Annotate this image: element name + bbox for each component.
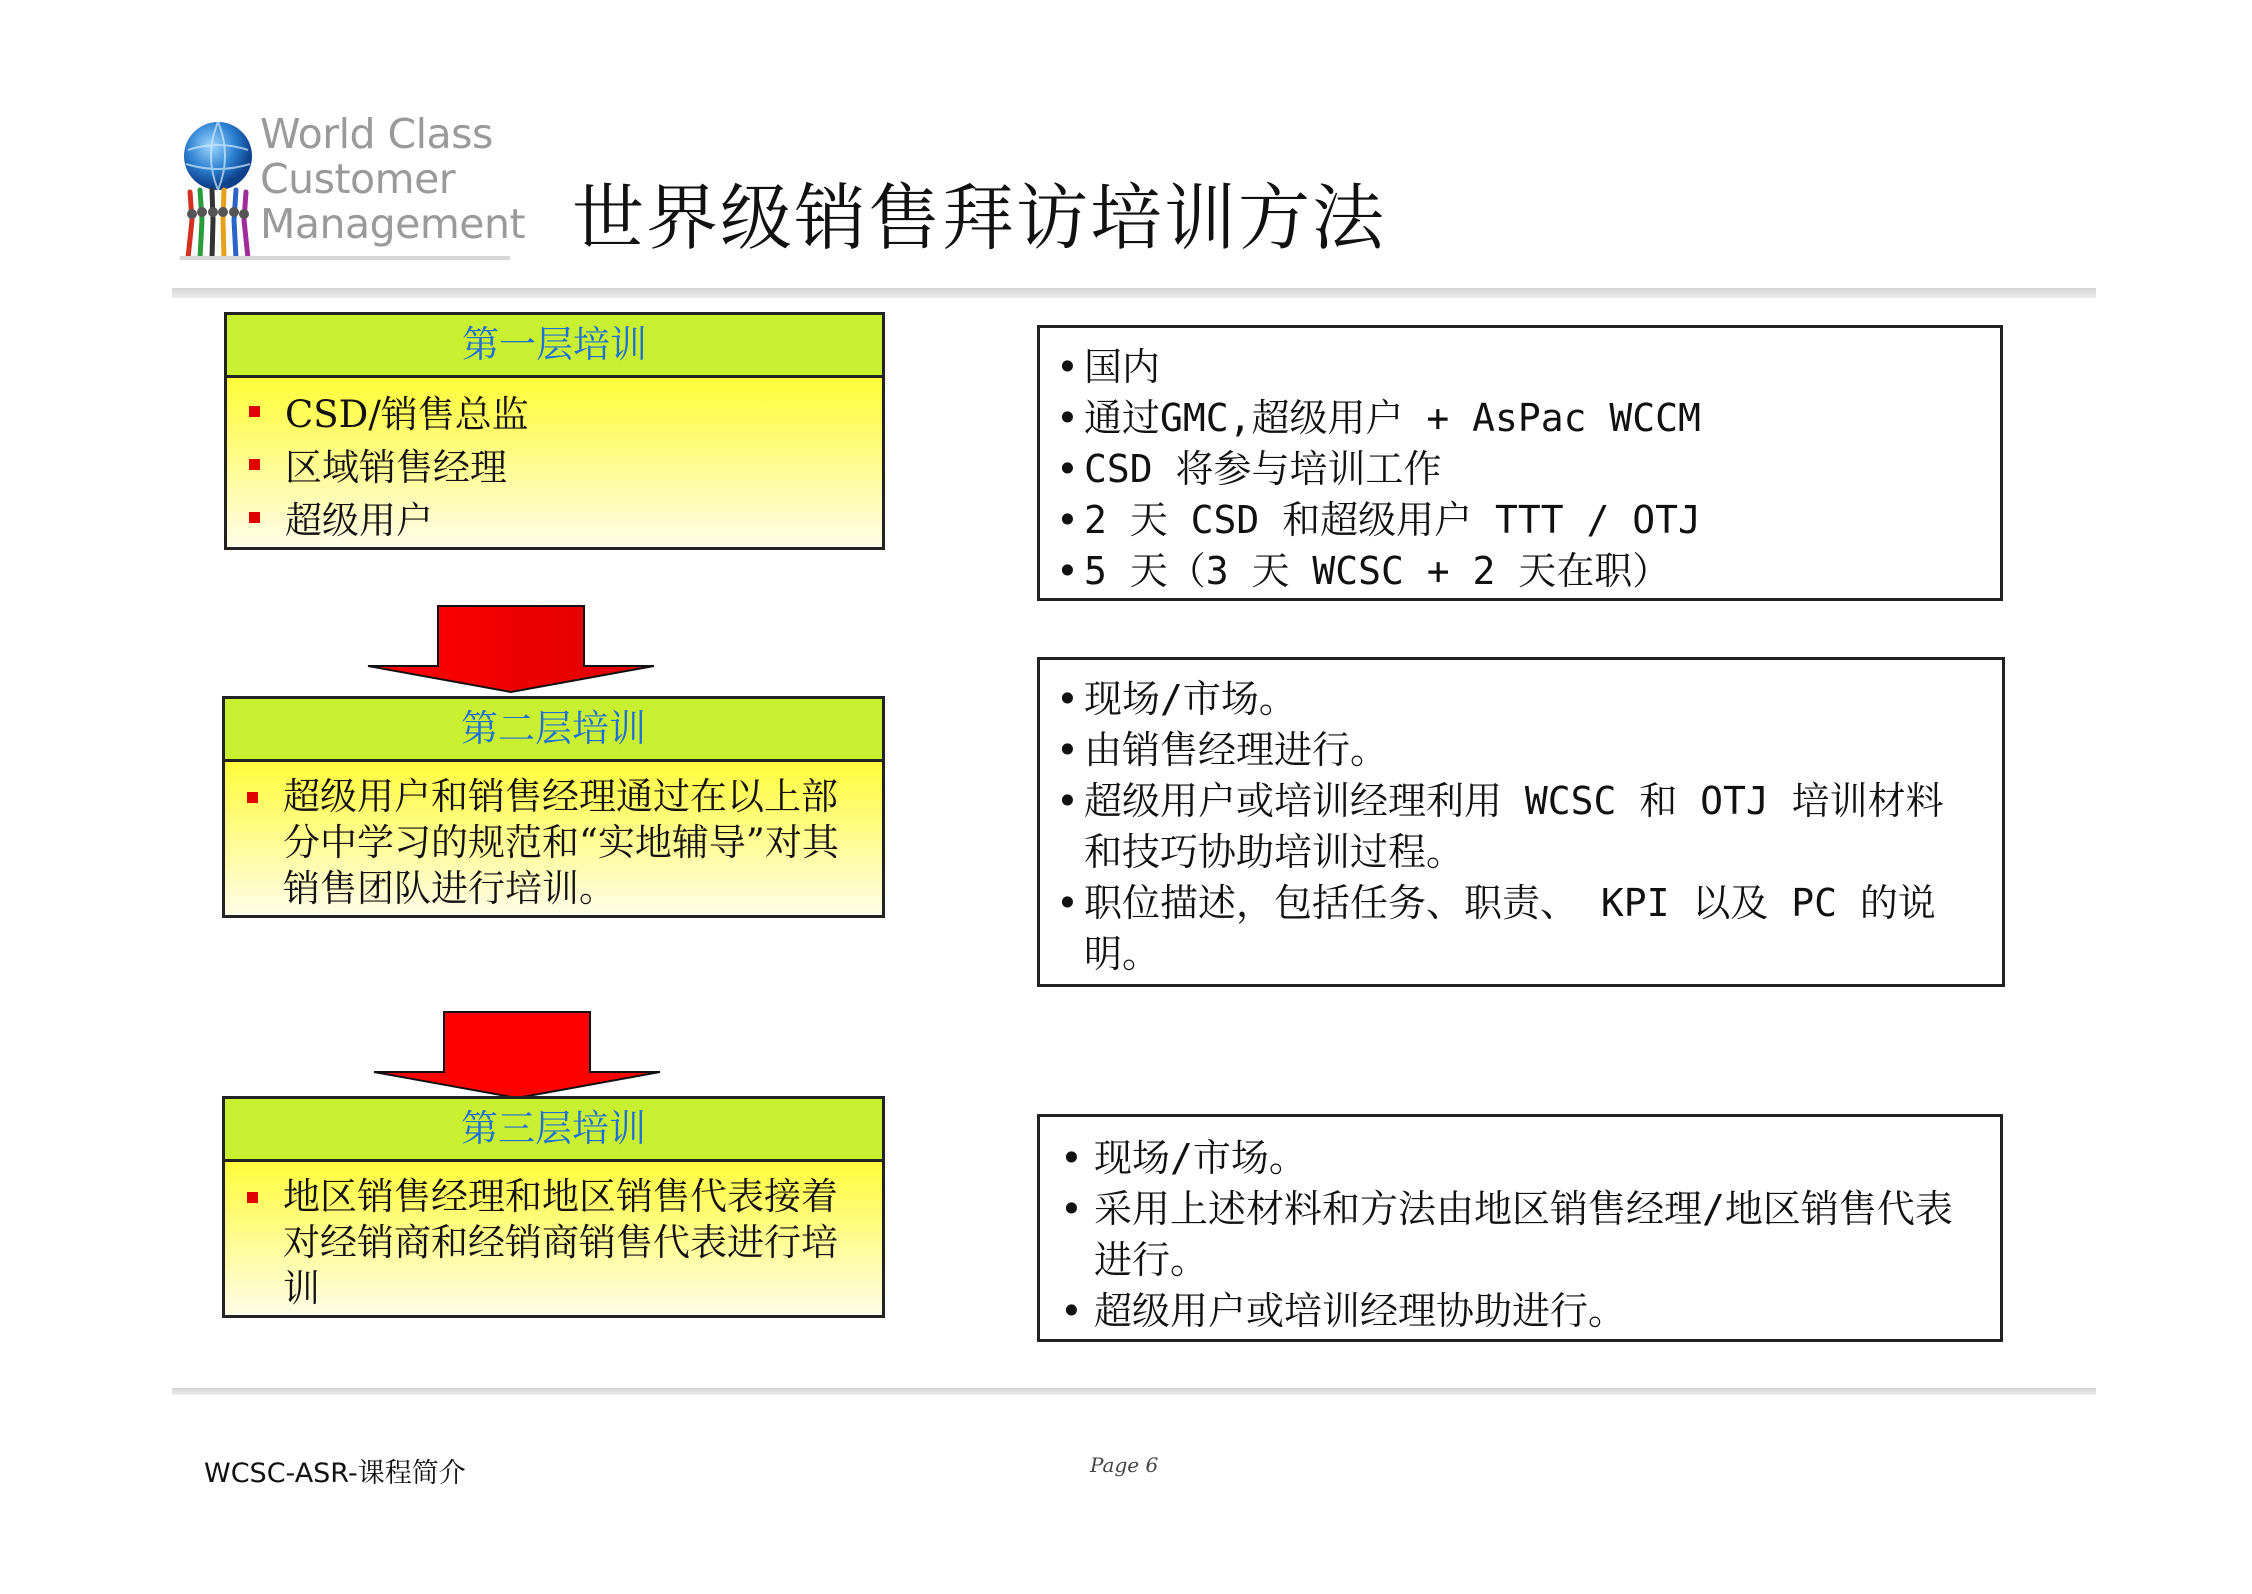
globe-people-icon xyxy=(180,120,256,260)
info-2-item: • 职位描述，包括任务、职责、 KPI 以及 PC 的说明。 xyxy=(1052,878,1978,980)
down-arrow-icon xyxy=(372,1010,662,1100)
info-3-item: • 采用上述材料和方法由地区销售经理/地区销售代表进行。 xyxy=(1056,1184,1976,1286)
logo-line-3: Management xyxy=(260,200,526,248)
logo-underline xyxy=(180,256,510,260)
tier-2-heading: 第二层培训 xyxy=(225,699,882,762)
down-arrow-icon xyxy=(366,604,656,694)
page-title: 世界级销售拜访培训方法 xyxy=(572,176,1387,260)
tier-3-box xyxy=(222,1096,885,1318)
bottom-divider xyxy=(172,1388,2096,1395)
page-number: Page 6 xyxy=(1090,1453,1159,1477)
info-2-item: • 超级用户或培训经理利用 WCSC 和 OTJ 培训材料和技巧协助培训过程。 xyxy=(1052,776,1978,878)
logo-line-2: Customer xyxy=(260,155,456,203)
tier-3-heading: 第三层培训 xyxy=(225,1099,882,1162)
tier-1-heading: 第一层培训 xyxy=(227,315,882,378)
info-3-item: • 超级用户或培训经理协助进行。 xyxy=(1056,1286,1976,1337)
info-box-1 xyxy=(1037,325,2003,601)
info-3-item: • 现场/市场。 xyxy=(1056,1133,1976,1184)
footer-course-label: WCSC-ASR-课程简介 xyxy=(204,1458,466,1489)
info-1-item: • 5 天（3 天 WCSC + 2 天在职） xyxy=(1052,546,2000,597)
tier-3-item: 地区销售经理和地区销售代表接着对经销商和经销商销售代表进行培训 xyxy=(283,1174,852,1312)
tier-2-box xyxy=(222,696,885,918)
top-divider xyxy=(172,288,2096,298)
info-1-item: • 国内 xyxy=(1052,342,2000,393)
tier-2-item: 超级用户和销售经理通过在以上部分中学习的规范和“实地辅导”对其销售团队进行培训。 xyxy=(283,774,852,912)
tier-1-item: 区域销售经理 xyxy=(285,441,858,494)
tier-1-item: CSD/销售总监 xyxy=(285,388,858,441)
info-1-item: • 通过GMC,超级用户 + AsPac WCCM xyxy=(1052,393,2000,444)
tier-1-item: 超级用户 xyxy=(285,494,858,547)
info-box-2 xyxy=(1037,657,2005,987)
logo-wordmark xyxy=(260,112,525,247)
info-1-item: • 2 天 CSD 和超级用户 TTT / OTJ xyxy=(1052,495,2000,546)
logo-line-1: World Class xyxy=(260,110,493,158)
info-2-item: • 现场/市场。 xyxy=(1052,674,1978,725)
info-2-item: • 由销售经理进行。 xyxy=(1052,725,1978,776)
info-box-3 xyxy=(1037,1114,2003,1342)
info-1-item: • CSD 将参与培训工作 xyxy=(1052,444,2000,495)
wccm-logo xyxy=(180,110,526,262)
tier-1-box xyxy=(224,312,885,550)
